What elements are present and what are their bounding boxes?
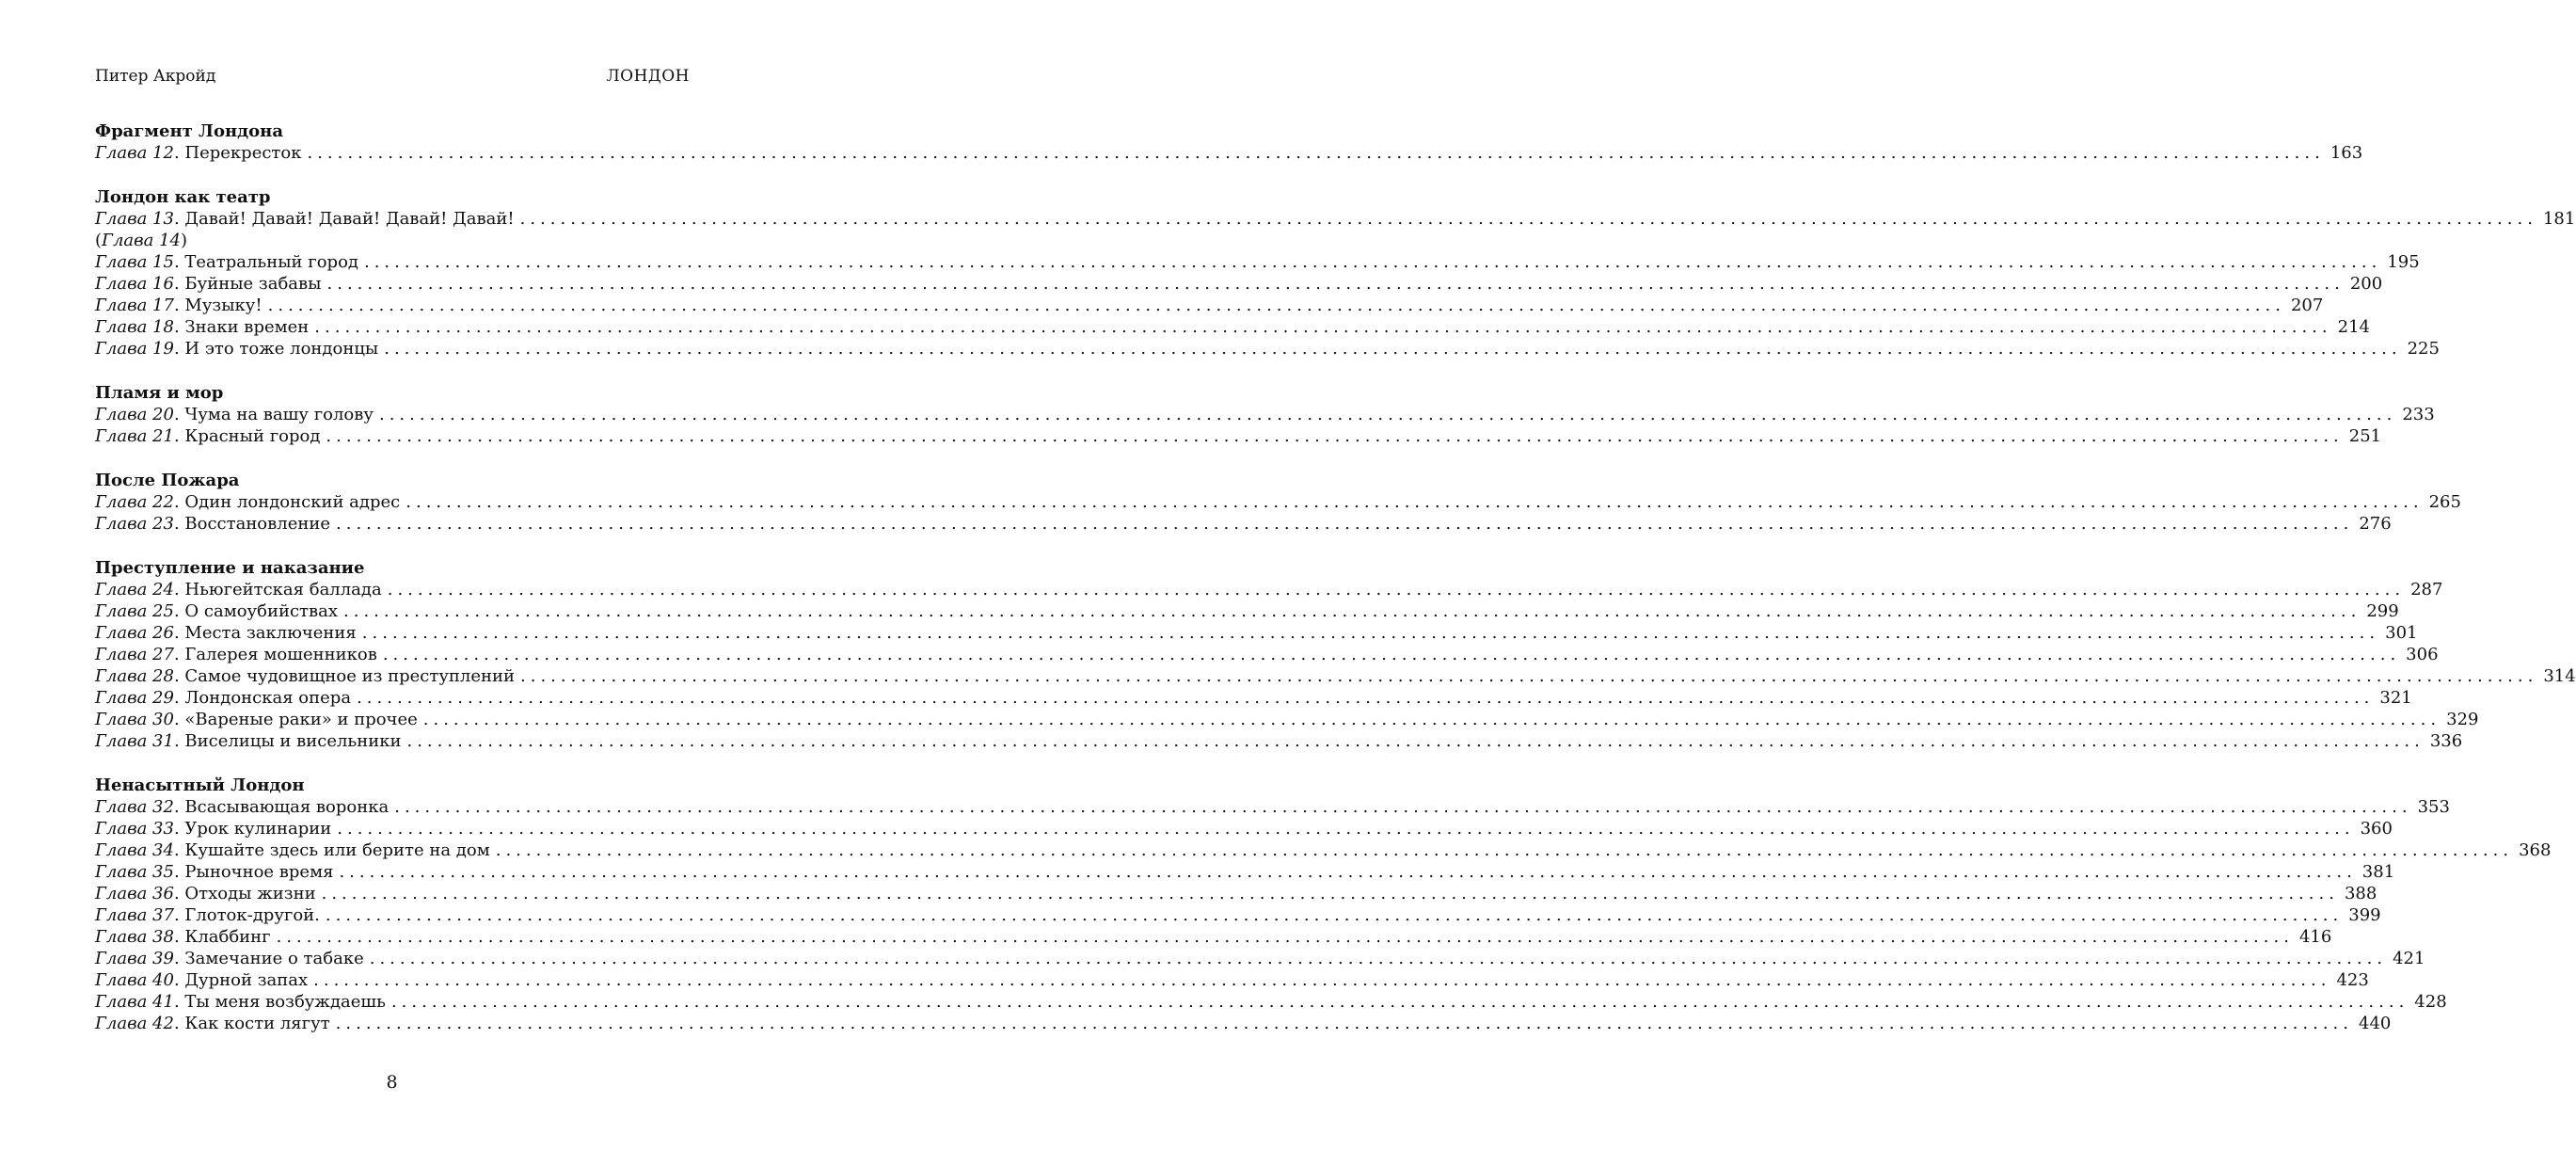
- entry-page-number: 163: [2330, 143, 2363, 163]
- chapter-label: Глава 35: [95, 862, 174, 882]
- dot-leader: ........................................................................................................................................................................................................: [394, 797, 2412, 817]
- chapter-label: Глава 28: [95, 666, 174, 686]
- entry-page-number: 251: [2348, 426, 2382, 446]
- toc-entry[interactable]: [95, 796, 2450, 818]
- section-title: Пламя и мор: [95, 383, 224, 403]
- section-title: Фрагмент Лондона: [95, 121, 283, 141]
- chapter-label: Глава 37: [95, 905, 174, 925]
- chapter-label: Глава 39: [95, 949, 174, 968]
- chapter-title: . Лондонская опера: [173, 688, 352, 708]
- dot-leader: ........................................................................................................................................................................................................: [326, 274, 2345, 294]
- toc-entry[interactable]: [95, 883, 2377, 904]
- dot-leader: ........................................................................................................................................................................................................: [390, 992, 2409, 1012]
- chapter-label: Глава 16: [95, 274, 174, 294]
- toc-entry[interactable]: [95, 644, 2439, 665]
- toc-entry[interactable]: [95, 839, 2552, 861]
- dot-leader: ........................................................................................................................................................................................................: [337, 819, 2355, 839]
- table-of-contents: [95, 120, 2576, 1034]
- entry-page-number: 321: [2379, 688, 2412, 708]
- chapter-title: . Отходы жизни: [173, 884, 316, 903]
- dot-leader: ........................................................................................................................................................................................................: [336, 514, 2354, 534]
- chapter-label: Глава 27: [95, 645, 174, 664]
- chapter-title: . О самоубийствах: [173, 601, 339, 621]
- entry-text: [95, 991, 386, 1013]
- chapter-label: Глава 40: [95, 970, 174, 990]
- chapter-title: . Виселицы и висельники: [173, 731, 402, 751]
- entry-page-number: 225: [2407, 339, 2440, 359]
- toc-entry[interactable]: [95, 600, 2399, 622]
- entry-text: [95, 861, 333, 883]
- toc-section: [95, 470, 2461, 535]
- entry-text: [95, 338, 378, 360]
- toc-entry[interactable]: [95, 273, 2383, 295]
- entry-text: [95, 579, 382, 600]
- entry-text: [95, 404, 374, 425]
- section-title: Лондон как театр: [95, 187, 271, 207]
- entry-text: [95, 513, 330, 535]
- chapter-title: . Буйные забавы: [173, 274, 322, 294]
- toc-entry[interactable]: [95, 1013, 2392, 1034]
- entry-page-number: 181: [2542, 209, 2576, 229]
- toc-entry[interactable]: [95, 622, 2418, 644]
- entry-text: [95, 883, 316, 904]
- author-name: Питер Акройд: [95, 67, 216, 86]
- entry-page-number: 195: [2387, 252, 2420, 272]
- chapter-label: Глава 34: [95, 840, 174, 860]
- chapter-label: Глава 41: [95, 992, 174, 1012]
- toc-entry[interactable]: [95, 861, 2395, 883]
- dot-leader: ........................................................................................................................................................................................................: [357, 688, 2375, 708]
- dot-leader: ........................................................................................................................................................................................................: [335, 1014, 2353, 1033]
- chapter-label: Глава 22: [95, 492, 174, 512]
- chapter-title: . Замечание о табаке: [173, 949, 364, 968]
- chapter-label: Глава 33: [95, 819, 174, 839]
- toc-entry[interactable]: [95, 948, 2425, 969]
- entry-page-number: 233: [2402, 405, 2435, 424]
- dot-leader: ........................................................................................................................................................................................................: [314, 317, 2332, 337]
- entry-page-number: 423: [2336, 970, 2369, 990]
- dot-leader: ........................................................................................................................................................................................................: [406, 731, 2425, 751]
- chapter-label: Глава 19: [95, 339, 174, 359]
- chapter-title: . Перекресток: [173, 143, 302, 163]
- dot-leader: ........................................................................................................................................................................................................: [313, 970, 2331, 990]
- chapter-title: . Урок кулинарии: [173, 819, 332, 839]
- chapter-title: . Давай! Давай! Давай! Давай! Давай!: [173, 209, 515, 229]
- entry-page-number: 329: [2446, 710, 2479, 729]
- chapter-label: Глава 29: [95, 688, 174, 708]
- toc-entry[interactable]: [95, 904, 2381, 926]
- dot-leader: ........................................................................................................................................................................................................: [325, 905, 2344, 925]
- toc-section: [95, 382, 2435, 447]
- toc-entry[interactable]: [95, 142, 2363, 164]
- entry-text: [95, 644, 377, 665]
- entry-text: [95, 295, 262, 316]
- chapter-title: . Ты меня возбуждаешь: [173, 992, 386, 1012]
- toc-entry[interactable]: [95, 709, 2479, 730]
- dot-leader: ........................................................................................................................................................................................................: [307, 143, 2325, 163]
- toc-entry[interactable]: [95, 818, 2393, 839]
- toc-entry[interactable]: [95, 513, 2392, 535]
- entry-page-number: 207: [2290, 296, 2324, 315]
- toc-section: [95, 120, 2363, 164]
- entry-text: [95, 665, 515, 687]
- chapter-label: Глава 17: [95, 296, 174, 315]
- dot-leader: ........................................................................................................................................................................................................: [321, 884, 2339, 903]
- chapter-title: . Глоток-другой.: [173, 905, 320, 925]
- toc-entry[interactable]: [95, 404, 2435, 425]
- chapter-label: Глава 23: [95, 514, 174, 534]
- entry-page-number: 287: [2410, 580, 2443, 599]
- chapter-title: . Ньюгейтская баллада: [173, 580, 382, 599]
- chapter-title: . Красный город: [173, 426, 321, 446]
- toc-entry[interactable]: [95, 295, 2324, 316]
- entry-page-number: 301: [2385, 623, 2418, 643]
- chapter-title: . Клаббинг: [173, 927, 271, 947]
- chapter-label: Глава 24: [95, 580, 174, 599]
- chapter-label: Глава 26: [95, 623, 174, 643]
- dot-leader: ........................................................................................................................................................................................................: [378, 405, 2397, 424]
- entry-text: [95, 622, 357, 644]
- chapter-title: . Рыночное время: [173, 862, 334, 882]
- entry-text: [95, 142, 301, 164]
- entry-page-number: 353: [2417, 797, 2450, 817]
- entry-page-number: 314: [2543, 666, 2576, 686]
- toc-entry[interactable]: [95, 969, 2369, 991]
- toc-entry[interactable]: [95, 687, 2412, 709]
- entry-page-number: 265: [2428, 492, 2461, 512]
- entry-text: [95, 491, 400, 513]
- entry-text: [95, 208, 515, 230]
- chapter-label: Глава 15: [95, 252, 174, 272]
- dot-leader: ........................................................................................................................................................................................................: [326, 426, 2344, 446]
- chapter-title: . «Вареные раки» и прочее: [173, 710, 418, 729]
- chapter-title: . Театральный город: [173, 252, 358, 272]
- entry-page-number: 399: [2348, 905, 2381, 925]
- dot-leader: ........................................................................................................................................................................................................: [384, 339, 2402, 359]
- chapter-label: Глава 14: [102, 231, 181, 250]
- entry-page-number: 416: [2298, 927, 2332, 947]
- entry-text: [95, 600, 338, 622]
- chapter-title: . Кушайте здесь или берите на дом: [173, 840, 490, 860]
- entry-page-number: 214: [2337, 317, 2370, 337]
- entry-text: [95, 425, 320, 447]
- entry-page-number: 200: [2349, 274, 2383, 294]
- chapter-title: . И это тоже лондонцы: [173, 339, 379, 359]
- entry-text: [95, 316, 309, 338]
- entry-page-number: 440: [2359, 1014, 2392, 1033]
- chapter-label: Глава 12: [95, 143, 174, 163]
- chapter-title: . Как кости лягут: [173, 1014, 330, 1033]
- chapter-label: Глава 36: [95, 884, 174, 903]
- toc-entry[interactable]: [95, 665, 2576, 687]
- dot-leader: ........................................................................................................................................................................................................: [422, 710, 2441, 729]
- entry-text: [95, 730, 401, 752]
- chapter-label: Глава 18: [95, 317, 174, 337]
- dot-leader: ........................................................................................................................................................................................................: [382, 645, 2401, 664]
- toc-entry[interactable]: [95, 251, 2420, 273]
- toc-note-line: (Глава 14): [95, 231, 188, 250]
- entry-page-number: 360: [2360, 819, 2393, 839]
- entry-text: [95, 709, 418, 730]
- entry-text: [95, 251, 358, 273]
- entry-text: [95, 687, 351, 709]
- toc-entry[interactable]: [95, 425, 2382, 447]
- dot-leader: ........................................................................................................................................................................................................: [405, 492, 2424, 512]
- chapter-label: Глава 31: [95, 731, 174, 751]
- dot-leader: ........................................................................................................................................................................................................: [267, 296, 2285, 315]
- section-title: После Пожара: [95, 471, 240, 490]
- chapter-label: Глава 38: [95, 927, 174, 947]
- page-number: 8: [386, 1072, 398, 1093]
- entry-page-number: 388: [2344, 884, 2377, 903]
- toc-section: [95, 186, 2576, 360]
- toc-entry[interactable]: [95, 208, 2576, 230]
- dot-leader: ........................................................................................................................................................................................................: [361, 623, 2380, 643]
- entry-page-number: 428: [2414, 992, 2447, 1012]
- entry-text: [95, 1013, 330, 1034]
- dot-leader: ........................................................................................................................................................................................................: [339, 862, 2357, 882]
- dot-leader: ........................................................................................................................................................................................................: [343, 601, 2361, 621]
- chapter-title: . Галерея мошенников: [173, 645, 377, 664]
- entry-page-number: 299: [2366, 601, 2399, 621]
- entry-page-number: 336: [2429, 731, 2463, 751]
- chapter-label: Глава 25: [95, 601, 174, 621]
- dot-leader: ........................................................................................................................................................................................................: [387, 580, 2406, 599]
- entry-page-number: 421: [2393, 949, 2425, 968]
- toc-entry[interactable]: [95, 926, 2332, 948]
- chapter-title: . Самое чудовищное из преступлений: [173, 666, 516, 686]
- chapter-label: Глава 20: [95, 405, 174, 424]
- chapter-title: . Знаки времен: [173, 317, 310, 337]
- entry-text: [95, 904, 320, 926]
- chapter-title: . Места заключения: [173, 623, 357, 643]
- chapter-title: . Один лондонский адрес: [173, 492, 401, 512]
- entry-page-number: 368: [2519, 840, 2552, 860]
- toc-entry[interactable]: [95, 316, 2370, 338]
- section-title: Преступление и наказание: [95, 558, 365, 578]
- toc-entry[interactable]: [95, 579, 2443, 600]
- dot-leader: ........................................................................................................................................................................................................: [520, 666, 2538, 686]
- entry-text: [95, 273, 322, 295]
- entry-page-number: 306: [2406, 645, 2439, 664]
- dot-leader: ........................................................................................................................................................................................................: [519, 209, 2537, 229]
- chapter-label: Глава 30: [95, 710, 174, 729]
- dot-leader: ........................................................................................................................................................................................................: [363, 252, 2382, 272]
- toc-entry[interactable]: [95, 338, 2440, 360]
- chapter-label: Глава 13: [95, 209, 174, 229]
- chapter-title: . Чума на вашу голову: [173, 405, 374, 424]
- chapter-title: . Всасывающая воронка: [173, 797, 390, 817]
- entry-text: [95, 839, 490, 861]
- running-head: [95, 66, 690, 87]
- chapter-title: . Восстановление: [173, 514, 331, 534]
- entry-page-number: 276: [2359, 514, 2392, 534]
- toc-entry[interactable]: [95, 730, 2463, 752]
- toc-entry[interactable]: [95, 491, 2461, 513]
- entry-text: [95, 796, 389, 818]
- section-title: Ненасытный Лондон: [95, 775, 305, 795]
- chapter-label: Глава 42: [95, 1014, 174, 1033]
- chapter-title: . Дурной запах: [173, 970, 309, 990]
- entry-text: [95, 926, 271, 948]
- toc-section: [95, 557, 2576, 752]
- dot-leader: ........................................................................................................................................................................................................: [495, 840, 2514, 860]
- entry-text: [95, 818, 331, 839]
- chapter-label: Глава 32: [95, 797, 174, 817]
- dot-leader: ........................................................................................................................................................................................................: [276, 927, 2294, 947]
- dot-leader: ........................................................................................................................................................................................................: [369, 949, 2388, 968]
- entry-page-number: 381: [2361, 862, 2395, 882]
- toc-entry[interactable]: [95, 991, 2447, 1013]
- chapter-label: Глава 21: [95, 426, 174, 446]
- book-title: ЛОНДОН: [606, 67, 690, 86]
- entry-text: [95, 948, 364, 969]
- chapter-title: . Музыку!: [173, 296, 262, 315]
- toc-section: [95, 775, 2552, 1034]
- entry-text: [95, 969, 308, 991]
